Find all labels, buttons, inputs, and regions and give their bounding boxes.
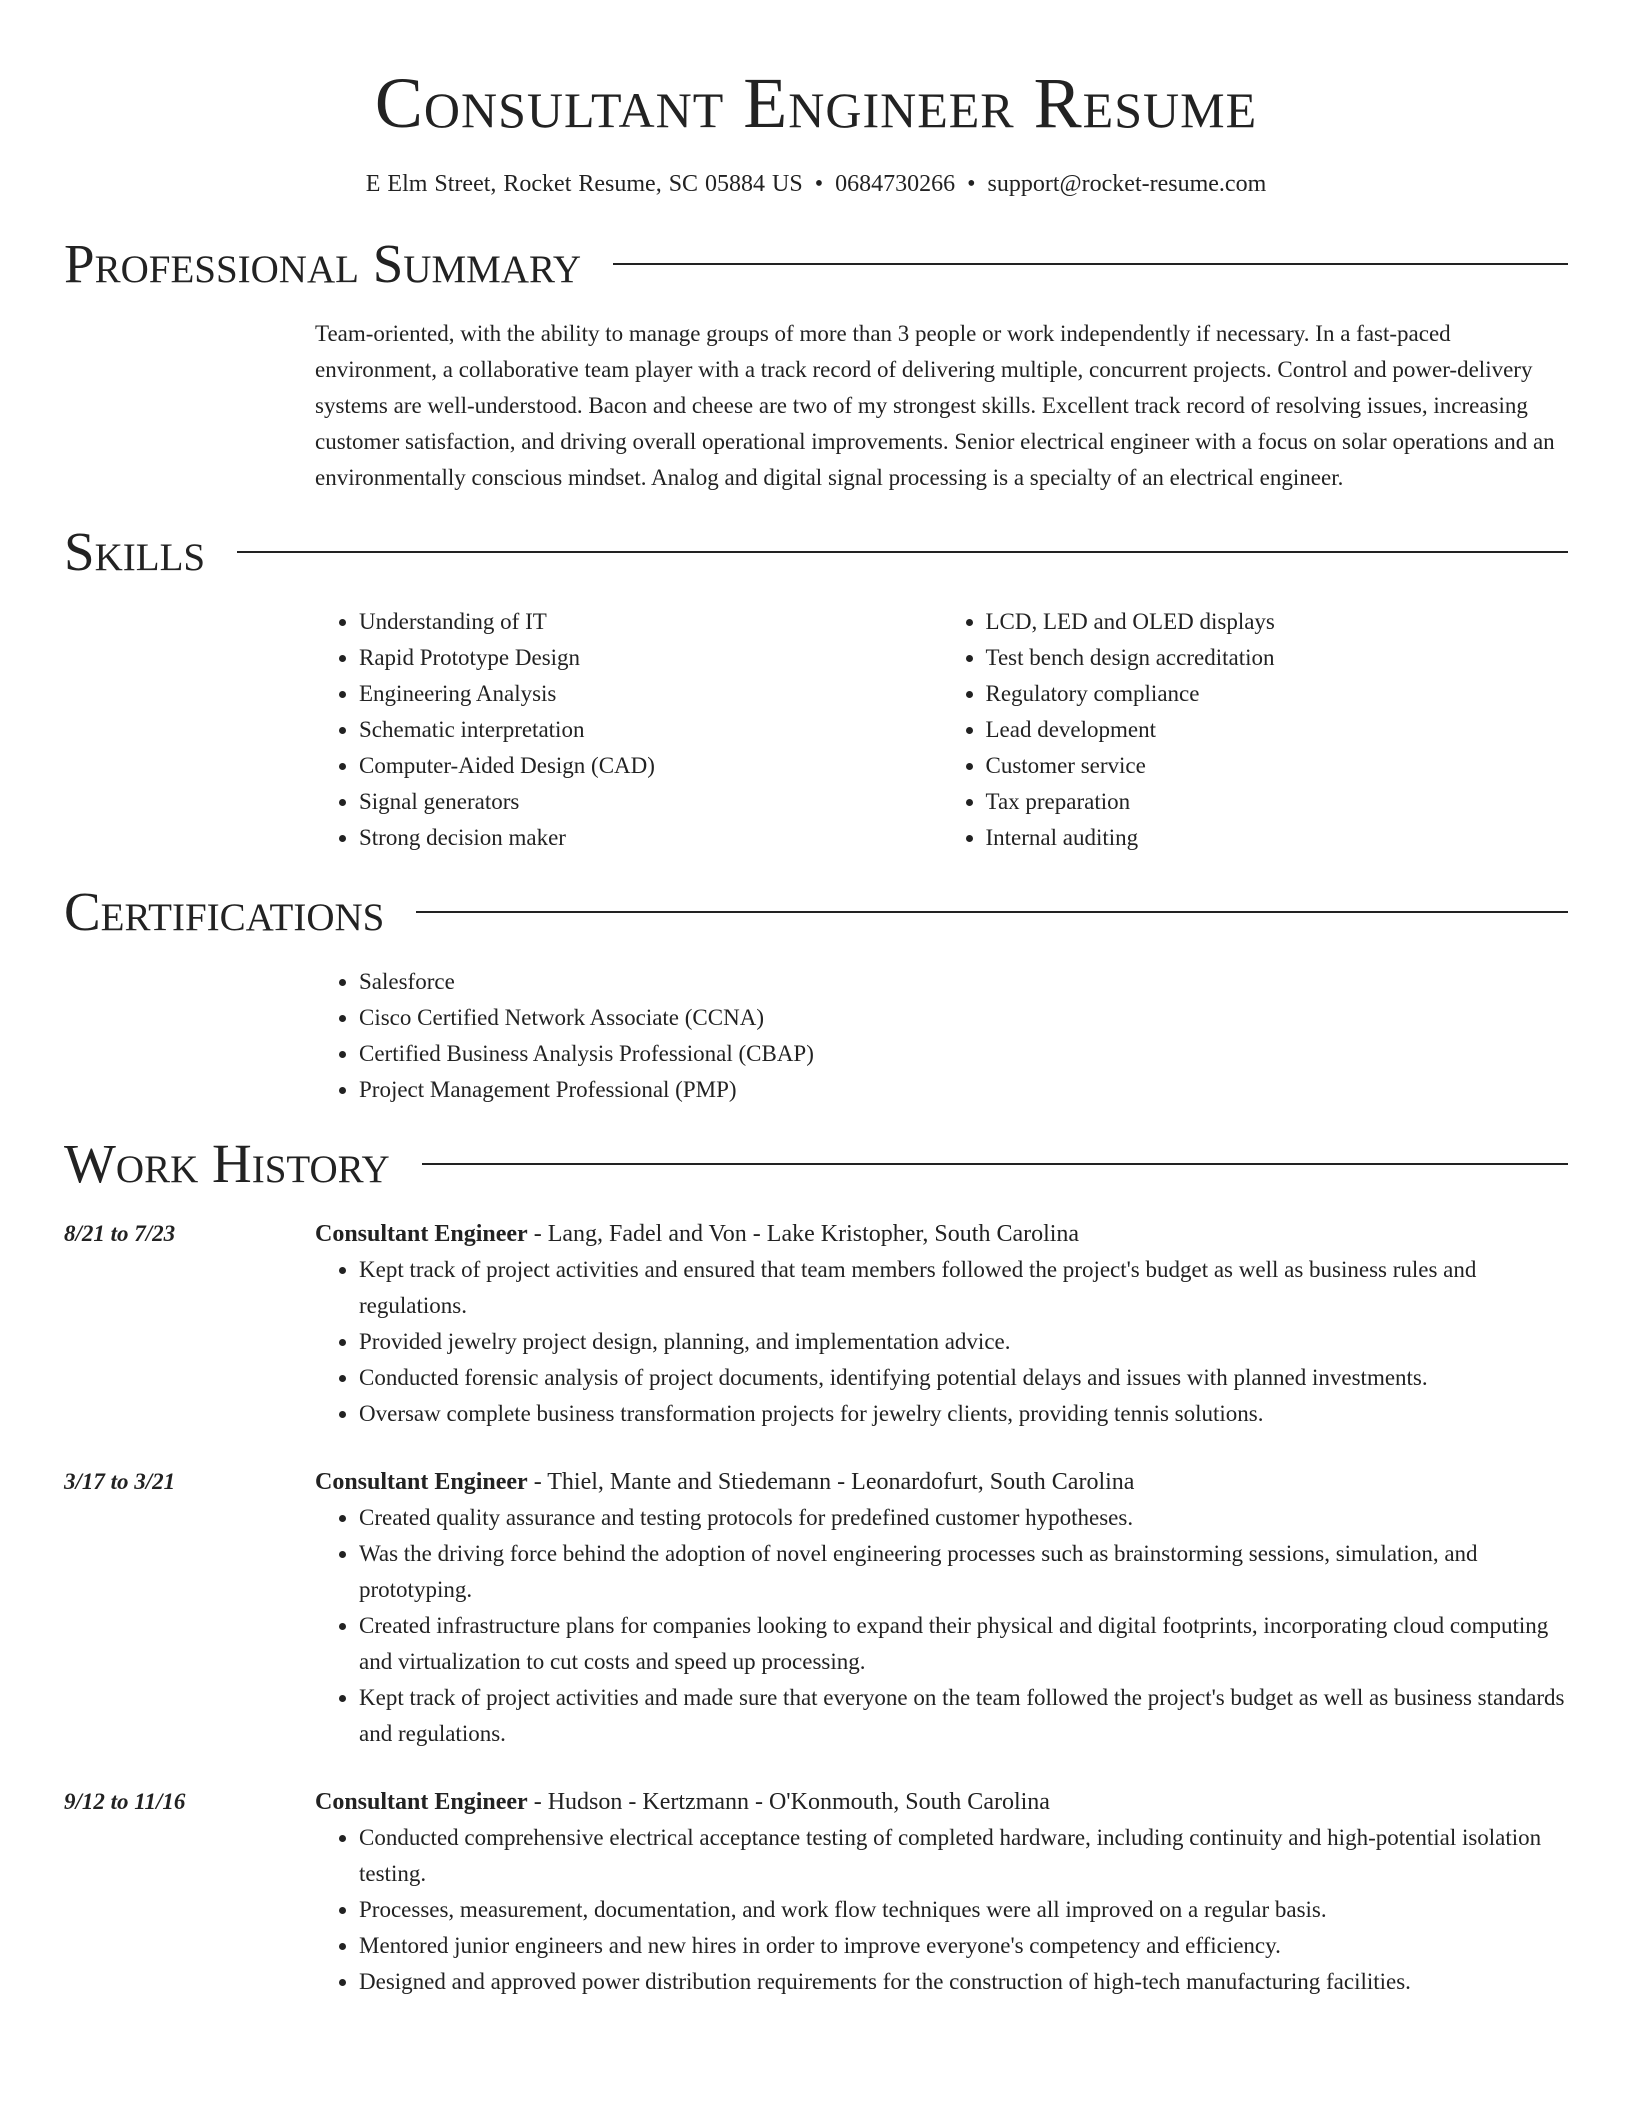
skill-item: • Lead development	[986, 712, 1569, 748]
job-entry	[64, 1784, 1568, 2000]
skill-item: • Understanding of IT	[359, 604, 942, 640]
certification-item: • Salesforce	[359, 964, 1568, 1000]
job-bullet: • Oversaw complete business transformation projects for jewelry clients, providing tennis solutions.	[359, 1396, 1568, 1432]
skills-list-left	[315, 604, 942, 856]
summary-section-header	[64, 234, 1568, 294]
skill-item: • LCD, LED and OLED displays	[986, 604, 1569, 640]
job-bullet: • Mentored junior engineers and new hires in order to improve everyone's competency and efficiency.	[359, 1928, 1568, 1964]
skill-item: • Strong decision maker	[359, 820, 942, 856]
job-bullet: • Kept track of project activities and ensured that team members followed the project's budget as well as business rules and regulations.	[359, 1252, 1568, 1324]
skill-item: • Test bench design accreditation	[986, 640, 1569, 676]
job-company-location: - Hudson - Kertzmann - O'Konmouth, South Carolina	[527, 1789, 1050, 1815]
skill-item: • Customer service	[986, 748, 1569, 784]
certification-item: • Certified Business Analysis Professional (CBAP)	[359, 1036, 1568, 1072]
section-divider	[613, 263, 1568, 265]
certifications-list-wrap	[315, 964, 1568, 1108]
job-title-line	[315, 1216, 1568, 1252]
skill-item: • Computer-Aided Design (CAD)	[359, 748, 942, 784]
contact-line	[64, 168, 1568, 200]
job-company-location: - Lang, Fadel and Von - Lake Kristopher, South Carolina	[527, 1221, 1080, 1247]
job-bullets	[315, 1820, 1568, 2000]
page-title: Consultant Engineer Resume	[374, 63, 1258, 143]
section-divider	[416, 911, 1568, 913]
contact-separator: •	[814, 171, 824, 197]
job-role: Consultant Engineer	[315, 1789, 528, 1815]
work-history-list	[64, 1216, 1568, 2000]
certifications-list	[315, 964, 1568, 1108]
contact-address: E Elm Street, Rocket Resume, SC 05884 US	[365, 171, 803, 197]
job-bullet: • Conducted forensic analysis of project documents, identifying potential delays and issues with planned investments.	[359, 1360, 1568, 1396]
section-divider	[237, 551, 1568, 553]
skill-item: • Engineering Analysis	[359, 676, 942, 712]
summary-text: Team-oriented, with the ability to manage groups of more than 3 people or work independently if necessary. In a fast-paced environment, a collaborative team player with a track record of delivering multiple, concurrent projects. Control and power-delivery systems are well-understood. Bacon and cheese are two of my strongest skills. Excellent track record of resolving issues, increasing customer satisfaction, and driving overall operational improvements. Senior electrical engineer with a focus on solar operations and an environmentally conscious mindset. Analog and digital signal processing is a specialty of an electrical engineer.	[315, 321, 1555, 490]
job-bullet: • Created quality assurance and testing protocols for predefined customer hypotheses.	[359, 1500, 1568, 1536]
skills-section-header	[64, 522, 1568, 582]
skill-item: • Rapid Prototype Design	[359, 640, 942, 676]
skills-list-right	[942, 604, 1569, 856]
job-main	[315, 1784, 1568, 2000]
job-bullet: • Conducted comprehensive electrical acceptance testing of completed hardware, including continuity and high-potential isolation testing.	[359, 1820, 1568, 1892]
job-bullet: • Provided jewelry project design, planning, and implementation advice.	[359, 1324, 1568, 1360]
job-company-location: - Thiel, Mante and Stiedemann - Leonardofurt, South Carolina	[527, 1469, 1135, 1495]
contact-separator: •	[967, 171, 976, 197]
job-bullet: • Designed and approved power distribution requirements for the construction of high-tech manufacturing facilities.	[359, 1964, 1568, 2000]
job-bullet: • Kept track of project activities and made sure that everyone on the team followed the project's budget as well as business standards and regulations.	[359, 1680, 1568, 1752]
work-history-heading: Work History	[64, 1133, 390, 1194]
job-title-line	[315, 1464, 1568, 1500]
resume-page	[64, 0, 1568, 2000]
job-entry	[64, 1464, 1568, 1752]
skill-item: • Signal generators	[359, 784, 942, 820]
certifications-section-header	[64, 882, 1568, 942]
contact-phone: 0684730266	[835, 171, 956, 197]
contact-email: support@rocket-resume.com	[987, 171, 1267, 197]
work-history-section-header	[64, 1134, 1568, 1194]
skills-heading: Skills	[64, 521, 206, 582]
job-entry	[64, 1216, 1568, 1432]
job-bullets	[315, 1500, 1568, 1752]
job-title-line	[315, 1784, 1568, 1820]
skill-item: • Schematic interpretation	[359, 712, 942, 748]
certification-item: • Cisco Certified Network Associate (CCNA)	[359, 1000, 1568, 1036]
summary-heading: Professional Summary	[64, 233, 582, 294]
job-bullets	[315, 1252, 1568, 1432]
section-divider	[422, 1163, 1568, 1165]
job-bullet: • Processes, measurement, documentation, and work flow techniques were all improved on a regular basis.	[359, 1892, 1568, 1928]
job-main	[315, 1216, 1568, 1432]
skill-item: • Internal auditing	[986, 820, 1569, 856]
job-bullet: • Created infrastructure plans for companies looking to expand their physical and digital footprints, incorporating cloud computing and virtualization to cut costs and speed up processing.	[359, 1608, 1568, 1680]
job-dates: 9/12 to 11/16	[64, 1789, 186, 1814]
skills-grid	[315, 604, 1568, 856]
skill-item: • Regulatory compliance	[986, 676, 1569, 712]
job-role: Consultant Engineer	[315, 1221, 528, 1247]
job-main	[315, 1464, 1568, 1752]
job-dates: 8/21 to 7/23	[64, 1221, 176, 1246]
certification-item: • Project Management Professional (PMP)	[359, 1072, 1568, 1108]
job-role: Consultant Engineer	[315, 1469, 528, 1495]
job-dates: 3/17 to 3/21	[64, 1469, 176, 1494]
skill-item: • Tax preparation	[986, 784, 1569, 820]
job-bullet: • Was the driving force behind the adoption of novel engineering processes such as brainstorming sessions, simulation, and prototyping.	[359, 1536, 1568, 1608]
certifications-heading: Certifications	[64, 881, 385, 942]
